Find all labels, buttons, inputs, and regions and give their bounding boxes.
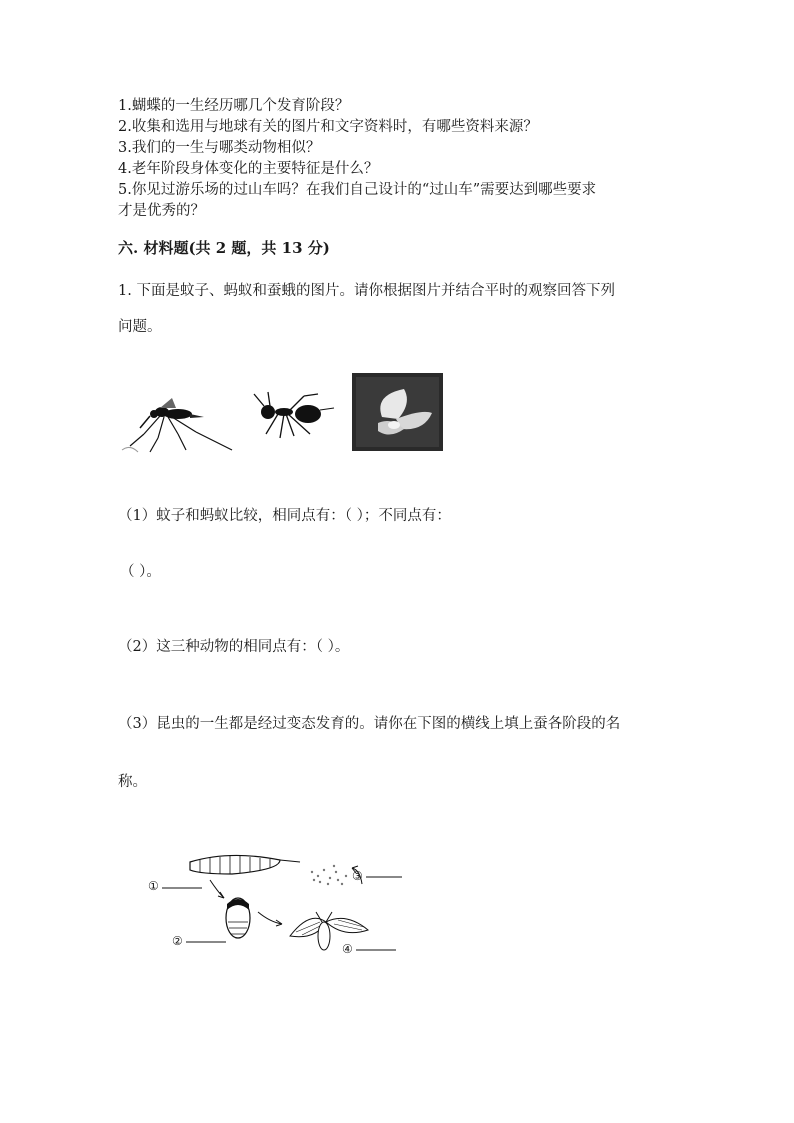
question-3: 3.我们的一生与哪类动物相似？ (118, 140, 321, 156)
section-title: 六. 材料题(共 2 题，共 13 分) (118, 239, 330, 257)
question-1-part1: （1）蚊子和蚂蚁比较，相同点有：（ ）；不同点有： (118, 508, 451, 524)
question-3-cont: 称。 (118, 774, 147, 790)
mosquito-image (120, 394, 238, 454)
question-5-cont: 才是优秀的？ (118, 203, 205, 219)
stage-label-4: ④ (342, 942, 353, 956)
stage-label-1: ① (148, 879, 159, 893)
question-2: （2）这三种动物的相同点有：（ ）。 (118, 639, 350, 655)
stage-label-3: ③ (352, 869, 363, 883)
question-3: （3）昆虫的一生都是经过变态发育的。请你在下图的横线上填上蚕各阶段的名 (118, 716, 621, 732)
question-2: 2.收集和选用与地球有关的图片和文字资料时，有哪些资料来源？ (118, 119, 538, 135)
question-1: 1.蝴蝶的一生经历哪几个发育阶段？ (118, 98, 350, 114)
material-intro: 1. 下面是蚊子、蚂蚁和蚕蛾的图片。请你根据图片并结合平时的观察回答下列 (118, 283, 615, 299)
question-5: 5.你见过游乐场的过山车吗？在我们自己设计的“过山车”需要达到哪些要求 (118, 182, 597, 198)
question-4: 4.老年阶段身体变化的主要特征是什么？ (118, 161, 379, 177)
material-intro-cont: 问题。 (118, 319, 162, 335)
question-1-part2: （ ）。 (120, 564, 161, 580)
ant-image (248, 390, 338, 442)
stage-label-2: ② (172, 934, 183, 948)
silkworm-moth-image (352, 373, 443, 451)
